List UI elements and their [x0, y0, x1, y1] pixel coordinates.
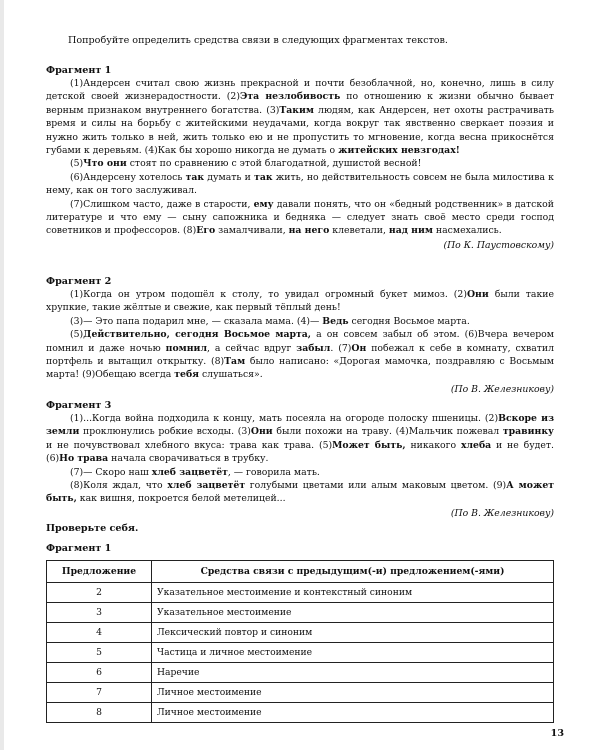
text-run: насмехались. — [432, 225, 502, 237]
text-run: давали понять, что он «бедный родственник» в датской литературе и что ему — сыну сапожника и бедняка — следует знать своё место среди господ советников и профессоров. (8) — [46, 198, 554, 237]
connection-highlight: так — [254, 171, 273, 183]
text-run: проклюнулись робкие всходы. (3) — [79, 426, 251, 438]
fragment-2-title: Фрагмент 2 — [46, 276, 112, 287]
text-run: клеветали, — [329, 225, 389, 237]
connection-highlight: так — [185, 171, 205, 183]
connection-highlight: Вскоре из земли — [46, 413, 554, 438]
fragment-paragraph — [46, 412, 554, 466]
fragment-3-title: Фрагмент 3 — [46, 400, 112, 411]
page-number: 13 — [550, 728, 564, 739]
connection-highlight: Действительно, сегодня Восьмое марта, — [83, 329, 312, 341]
fragment-paragraph — [46, 288, 554, 315]
table-row — [47, 643, 554, 663]
connection-highlight: Таким — [279, 104, 314, 116]
column-header-sentence: Предложение — [47, 561, 152, 583]
self-check-heading: Проверьте себя. — [46, 523, 139, 534]
fragment-source: (По В. Железникову) — [450, 507, 554, 519]
fragment-1-title: Фрагмент 1 — [46, 65, 112, 76]
text-run: начала сворачиваться в трубку. — [108, 453, 269, 465]
text-run: как вишня, покроется белой метелицей... — [76, 493, 286, 505]
connection-highlight: житейских невзгодах! — [338, 145, 460, 157]
sentence-number: 4 — [47, 623, 152, 643]
table-header-row — [47, 561, 554, 583]
answer-table — [46, 560, 554, 723]
text-run: . (7) — [330, 342, 352, 354]
connection-highlight: Они — [466, 289, 489, 300]
connection-means: Указательное местоимение и контекстный синоним — [152, 583, 554, 603]
fragment-paragraph — [46, 171, 554, 198]
connection-highlight: Его — [196, 225, 216, 237]
text-run: были похожи на траву. (4)Мальчик пожевал — [272, 426, 503, 438]
text-run: , — говорила мать. — [227, 466, 320, 478]
fragment-paragraph — [46, 479, 554, 506]
connection-means: Частица и личное местоимение — [152, 643, 554, 663]
text-run: побежал к себе в комнату, схватил портфель и вытащил открытку. (8) — [46, 342, 555, 368]
text-run: (5) — [70, 158, 84, 170]
text-run: стоят по сравнению с этой благодатной, душистой весной! — [126, 158, 422, 170]
text-run: жить, но действительность совсем не была милостива к нему, как он того заслуживал. — [46, 171, 554, 197]
sentence-number: 8 — [47, 703, 152, 723]
text-run: слушаться». — [199, 369, 263, 381]
connection-highlight: ему — [253, 198, 274, 210]
text-run: (1)Когда он утром подошёл к столу, то увидал огромный букет мимоз. (2) — [70, 289, 467, 300]
fragment-paragraph — [46, 328, 554, 382]
sentence-number: 6 — [47, 663, 152, 683]
table-row — [47, 583, 554, 603]
text-run: по отношению к жизни обычно бывает верным признаком внутреннего богатства. (3) — [46, 91, 554, 116]
text-run: (3)— Это папа подарил мне, — сказала мама. (4)— — [70, 315, 323, 327]
fragment-paragraph — [46, 77, 554, 157]
text-run: замалчивали, — [215, 225, 289, 237]
table-row — [47, 683, 554, 703]
answer-table-title: Фрагмент 1 — [46, 543, 112, 554]
fragment-paragraph — [46, 198, 554, 238]
fragment-3-text — [46, 412, 554, 520]
connection-means: Личное местоимение — [152, 703, 554, 723]
connection-means: Лексический повтор и синоним — [152, 623, 554, 643]
connection-highlight: Может быть, — [332, 439, 406, 451]
connection-highlight: на него — [288, 225, 330, 237]
table-row — [47, 603, 554, 623]
text-run: (1)...Когда война подходила к концу, мать посеяла на огороде полоску пшеницы. (2) — [70, 413, 499, 424]
text-run: было написано: «Дорогая мамочка, поздравляю с Восьмым марта! (9)Обещаю всегда — [46, 356, 554, 381]
sentence-number: 5 — [47, 643, 152, 663]
connection-means: Личное местоимение — [152, 683, 554, 703]
fragment-paragraph — [46, 157, 554, 170]
connection-highlight: Ведь — [322, 315, 349, 327]
text-run: и не почувствовал хлебного вкуса: трава как трава. (5) — [46, 439, 333, 451]
connection-highlight: забыл — [296, 342, 331, 354]
sentence-number: 7 — [47, 683, 152, 703]
text-run: (8)Коля ждал, что — [70, 480, 168, 492]
text-run: думать и — [204, 171, 255, 183]
connection-highlight: хлеб зацветёт — [167, 480, 246, 492]
text-run: (6)Андерсену хотелось — [70, 171, 186, 183]
text-run: были такие хрупкие, такие жёлтые и свежие, как первый тёплый день! — [46, 289, 554, 314]
text-run: (5) — [70, 329, 84, 341]
text-run: и не будет. (6) — [46, 439, 554, 465]
connection-highlight: хлеб зацветёт — [151, 466, 228, 478]
fragment-1-text — [46, 77, 554, 252]
connection-highlight: хлеба — [460, 439, 492, 451]
connection-highlight: Что они — [83, 158, 127, 170]
connection-means: Указательное местоимение — [152, 603, 554, 623]
fragment-paragraph — [46, 466, 554, 479]
table-row — [47, 703, 554, 723]
table-row — [47, 623, 554, 643]
connection-highlight: над ним — [388, 225, 433, 237]
connection-highlight: Но трава — [59, 453, 109, 465]
sentence-number: 2 — [47, 583, 152, 603]
connection-highlight: тебя — [174, 369, 200, 381]
text-run: а он совсем забыл об этом. (6)Вчера вечером помнил и даже ночью — [46, 329, 554, 354]
fragment-source: (По К. Паустовскому) — [443, 239, 554, 251]
connection-highlight: А может быть, — [46, 480, 555, 505]
task-instruction: Попробуйте определить средства связи в следующих фрагментах текстов. — [68, 35, 448, 46]
text-run: (7)— Скоро наш — [70, 466, 152, 478]
connection-highlight: травинку — [502, 426, 554, 438]
connection-highlight: Он — [351, 342, 367, 354]
connection-highlight: Там — [224, 356, 246, 368]
column-header-means: Средства связи с предыдущим(-и) предложением(-ями) — [152, 561, 554, 583]
connection-highlight: Они — [250, 426, 273, 438]
fragment-2-text — [46, 288, 554, 396]
connection-means: Наречие — [152, 663, 554, 683]
text-run: (1)Андерсен считал свою жизнь прекрасной и почти безоблачной, но, конечно, лишь в силу детской своей жизнерадостности. (2) — [46, 78, 554, 103]
text-run: (7)Слишком часто, даже в старости, — [70, 198, 254, 210]
page-spine-shadow — [0, 0, 4, 750]
text-run: сегодня Восьмое марта. — [348, 315, 470, 327]
fragment-paragraph — [46, 315, 554, 328]
text-run: никакого — [405, 439, 461, 451]
fragment-source: (По В. Железникову) — [450, 383, 554, 395]
text-run: людям, как Андерсен, нет охоты растрачивать время и силы на борьбу с житейскими неудачами, когда вокруг так явственно сверкает поэзия и нужно жить только в ней, жить только ею и не пропустить то мгновение, когда весна прикоснётся губами к деревьям. (4)Как бы хорошо никогда не думать о — [46, 104, 554, 157]
sentence-number: 3 — [47, 603, 152, 623]
connection-highlight: помнил — [165, 342, 207, 354]
table-row — [47, 663, 554, 683]
text-run: голубыми цветами или алым маковым цветом. (9) — [245, 480, 507, 492]
connection-highlight: Эта незлобивость — [239, 91, 341, 103]
text-run: , а сейчас вдруг — [207, 342, 297, 354]
